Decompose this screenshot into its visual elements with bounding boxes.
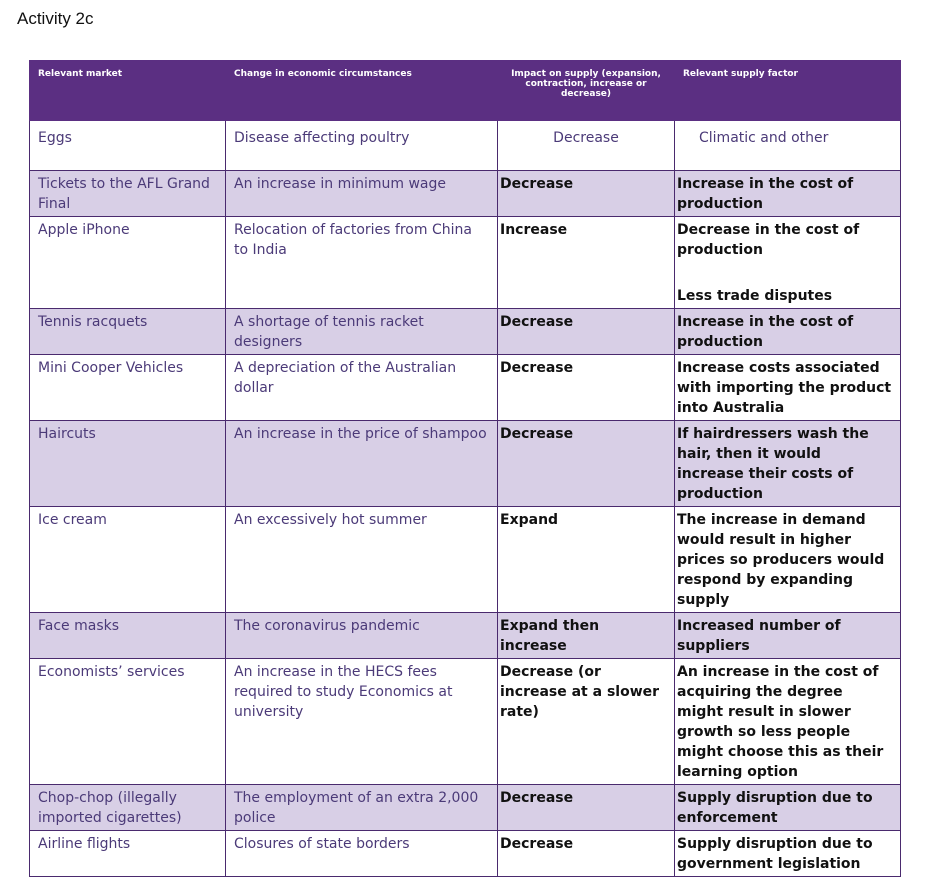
factor-cell: If hairdressers wash the hair, then it would increase their costs of production [675, 421, 901, 507]
factor-cell: Supply disruption due to enforcement [675, 785, 901, 831]
column-header-change: Change in economic circumstances [226, 61, 498, 121]
market-cell: Eggs [30, 121, 226, 171]
factor-cell: Increase in the cost of production [675, 171, 901, 217]
factor-extra-text: Less trade disputes [677, 288, 833, 304]
table-row [30, 421, 901, 507]
market-cell: Chop-chop (illegally imported cigarettes) [30, 785, 226, 831]
column-header-factor: Relevant supply factor [675, 61, 901, 121]
change-cell: Closures of state borders [226, 831, 498, 877]
table-row [30, 309, 901, 355]
table-row [30, 831, 901, 877]
table-row [30, 355, 901, 421]
factor-text: Decrease in the cost of production [677, 222, 860, 258]
impact-cell: Decrease [498, 421, 675, 507]
impact-cell: Expand then increase [498, 613, 675, 659]
market-cell: Face masks [30, 613, 226, 659]
column-header-impact: Impact on supply (expansion, contraction, increase or decrease) [498, 61, 675, 121]
change-cell: A depreciation of the Australian dollar [226, 355, 498, 421]
page-title: Activity 2c [17, 9, 94, 28]
factor-cell: An increase in the cost of acquiring the degree might result in slower growth so less people might choose this as their learning option [675, 659, 901, 785]
market-cell: Tickets to the AFL Grand Final [30, 171, 226, 217]
table-row [30, 121, 901, 171]
change-cell: An increase in the price of shampoo [226, 421, 498, 507]
impact-cell: Decrease [498, 355, 675, 421]
impact-cell: Decrease [498, 309, 675, 355]
change-cell: A shortage of tennis racket designers [226, 309, 498, 355]
market-cell: Mini Cooper Vehicles [30, 355, 226, 421]
table-row [30, 659, 901, 785]
market-cell: Apple iPhone [30, 217, 226, 309]
factor-cell: Increase costs associated with importing the product into Australia [675, 355, 901, 421]
factor-cell: Increased number of suppliers [675, 613, 901, 659]
supply-activity-table [29, 60, 901, 877]
impact-cell: Decrease [498, 831, 675, 877]
impact-cell: Decrease [498, 121, 675, 171]
table-header-row [30, 61, 901, 121]
impact-cell: Increase [498, 217, 675, 309]
change-cell: An increase in the HECS fees required to study Economics at university [226, 659, 498, 785]
market-cell: Economists’ services [30, 659, 226, 785]
table-row [30, 171, 901, 217]
market-cell: Ice cream [30, 507, 226, 613]
impact-cell: Decrease [498, 785, 675, 831]
factor-cell: Climatic and other [675, 121, 901, 171]
change-cell: Relocation of factories from China to India [226, 217, 498, 309]
factor-cell: Increase in the cost of production [675, 309, 901, 355]
market-cell: Airline flights [30, 831, 226, 877]
change-cell: The coronavirus pandemic [226, 613, 498, 659]
table-row [30, 613, 901, 659]
market-cell: Haircuts [30, 421, 226, 507]
change-cell: The employment of an extra 2,000 police [226, 785, 498, 831]
table-row [30, 785, 901, 831]
market-cell: Tennis racquets [30, 309, 226, 355]
impact-cell: Expand [498, 507, 675, 613]
factor-cell: Supply disruption due to government legislation [675, 831, 901, 877]
change-cell: An increase in minimum wage [226, 171, 498, 217]
factor-cell [675, 217, 901, 309]
table-row [30, 507, 901, 613]
table-row [30, 217, 901, 309]
factor-cell: The increase in demand would result in higher prices so producers would respond by expanding supply [675, 507, 901, 613]
column-header-market: Relevant market [30, 61, 226, 121]
impact-cell: Decrease [498, 171, 675, 217]
change-cell: Disease affecting poultry [226, 121, 498, 171]
impact-cell: Decrease (or increase at a slower rate) [498, 659, 675, 785]
change-cell: An excessively hot summer [226, 507, 498, 613]
